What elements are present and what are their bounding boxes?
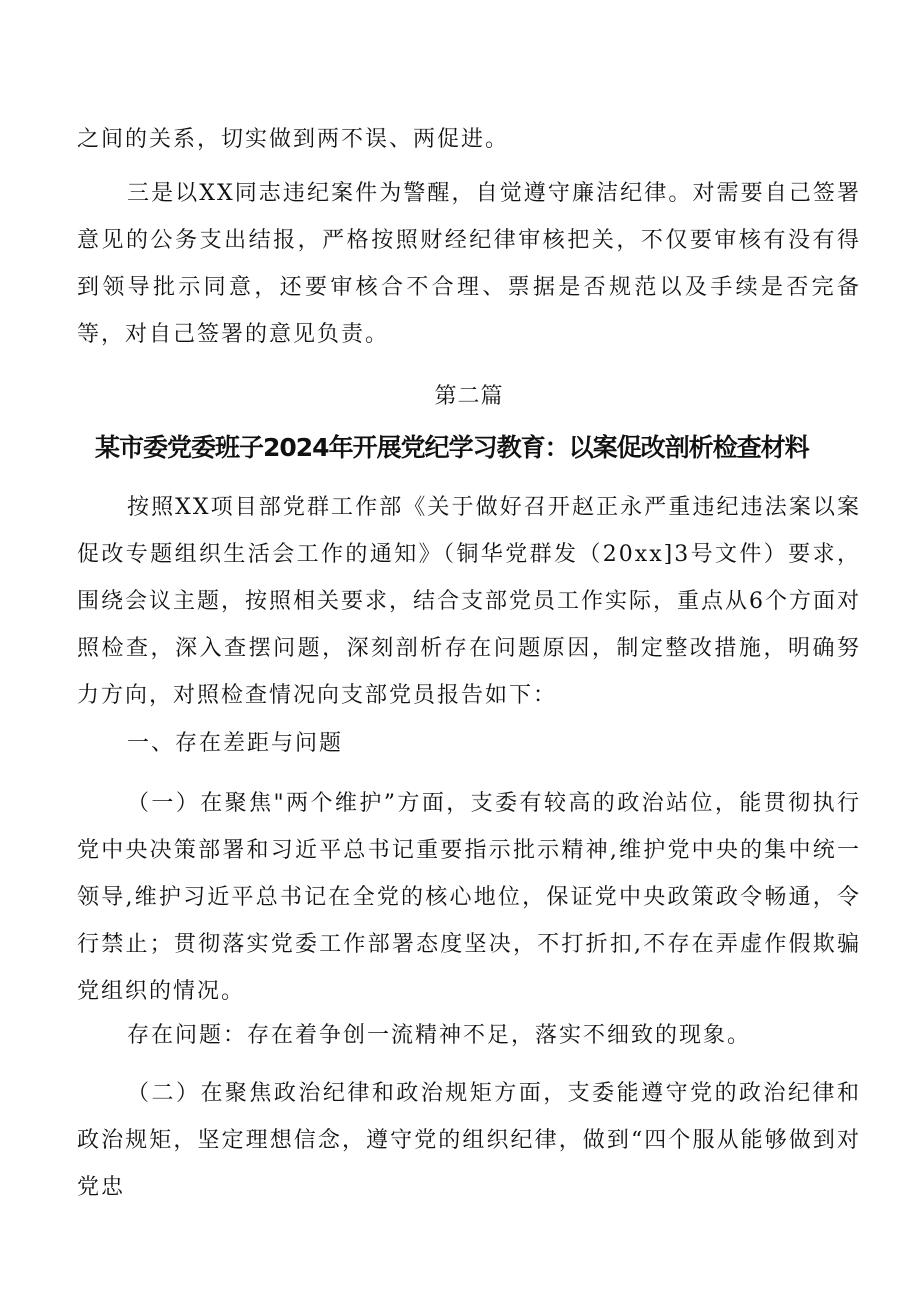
paragraph-continuation: 之间的关系，切实做到两不误、两促进。: [77, 127, 510, 152]
paragraph-problem: 存在问题：存在着争创一流精神不足，落实不细致的现象。: [127, 1023, 752, 1048]
document-title: 某市委党委班子2024年开展党纪学习教育：以案促改剖析检查材料: [95, 433, 809, 462]
paragraph-point-2: （二）在聚焦政治纪律和政治规矩方面，支委能遵守党的政治纪律和政治规矩，坚定理想信念，遵守党的组织纪律，做到“四个服从能够做到对党忠: [77, 1081, 861, 1200]
paragraph-discipline: 三是以XX同志违纪案件为警醒，自觉遵守廉洁纪律。对需要自己签署意见的公务支出结报，严格按照财经纪律审核把关，不仅要审核有没有得到领导批示同意，还要审核合不合理、票据是否规范以及手续是否完备等，对自己签署的意见负责。: [77, 181, 861, 347]
paragraph-intro: 按照XX项目部党群工作部《关于做好召开赵正永严重违纪违法案以案促改专题组织生活会工作的通知》（铜华党群发（20xx]3号文件）要求，围绕会议主题，按照相关要求，结合支部党员工作实际，重点从6个方面对照检查，深入查摆问题，深刻剖析存在问题原因，制定整改措施，明确努力方向，对照检查情况向支部党员报告如下：: [77, 495, 861, 708]
section-label: 第二篇: [434, 384, 504, 409]
paragraph-point-1: （一）在聚焦"两个维护”方面，支委有较高的政治站位，能贯彻执行党中央决策部署和习近平总书记重要指示批示精神,维护党中央的集中统一领导,维护习近平总书记在全党的核心地位，保证党中央政策政令畅通，令行禁止；贯彻落实党委工作部署态度坚决，不打折扣,不存在弄虚作假欺骗党组织的情况。: [77, 791, 861, 1004]
section-heading: 一、存在差距与问题: [127, 731, 344, 756]
